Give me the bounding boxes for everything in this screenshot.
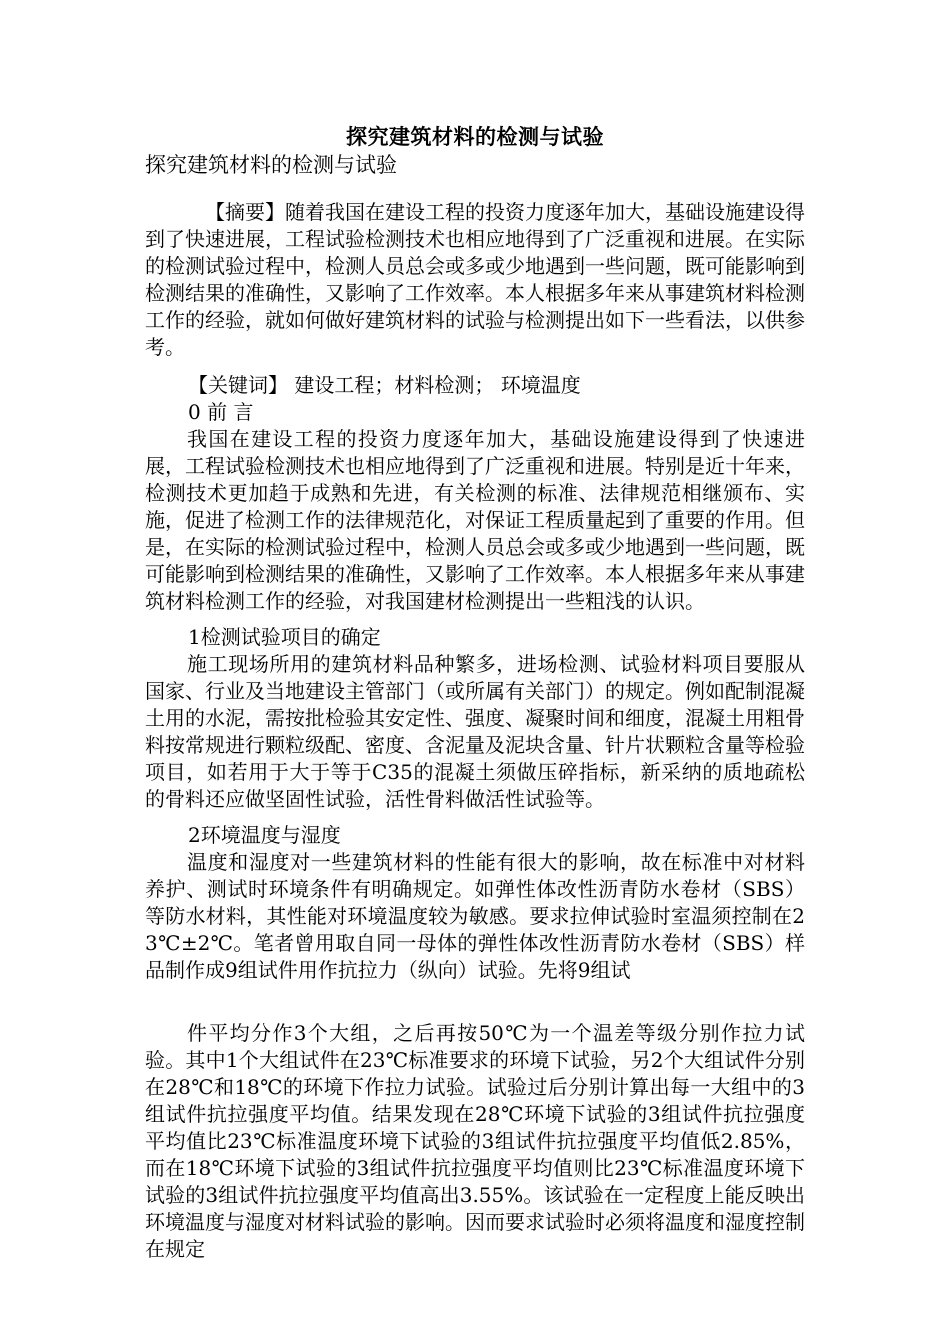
document-subtitle: 探究建筑材料的检测与试验 bbox=[145, 153, 397, 177]
section-2-body-part-2: 件平均分作3个大组，之后再按50℃为一个温差等级分别作拉力试验。其中1个大组试件在23℃标准要求的环境下试验，另2个大组试件分别在28℃和18℃的环境下作拉力试验。试验过后分别计算出每一大组中的3组试件抗拉强度平均值。结果发现在28℃环境下试验的3组试件抗拉强度平均值比23℃标准温度环境下试验的3组试件抗拉强度平均值低2.85%，而在18℃环境下试验的3组试件抗拉强度平均值则比23℃标准温度环境下试验的3组试件抗拉强度平均值高出3.55%。该试验在一定程度上能反映出环境温度与湿度对材料试验的影响。因而要求试验时必须将温度和湿度控制在规定 bbox=[145, 1021, 805, 1261]
section-1-heading: 1检测试验项目的确定 bbox=[188, 625, 381, 649]
section-2-body-part-1: 温度和湿度对一些建筑材料的性能有很大的影响，故在标准中对材料养护、测试时环境条件有明确规定。如弹性体改性沥青防水卷材（SBS）等防水材料，其性能对环境温度较为敏感。要求拉伸试验时室温须控制在23℃±2℃。笔者曾用取自同一母体的弹性体改性沥青防水卷材（SBS）样品制作成9组试件用作抗拉力（纵向）试验。先将9组试 bbox=[145, 850, 805, 982]
section-0-body: 我国在建设工程的投资力度逐年加大，基础设施建设得到了快速进展，工程试验检测技术也相应地得到了广泛重视和进展。特别是近十年来，检测技术更加趋于成熟和先进，有关检测的标准、法律规范相继颁布、实施，促进了检测工作的法律规范化，对保证工程质量起到了重要的作用。但是，在实际的检测试验过程中，检测人员总会或多或少地遇到一些问题，既可能影响到检测结果的准确性，又影响了工作效率。本人根据多年来从事建筑材料检测工作的经验，对我国建材检测提出一些粗浅的认识。 bbox=[145, 427, 805, 613]
keywords-line: 【关键词】 建设工程；材料检测； 环境温度 bbox=[188, 373, 581, 397]
abstract-paragraph: 【摘要】随着我国在建设工程的投资力度逐年加大，基础设施建设得到了快速进展，工程试验检测技术也相应地得到了广泛重视和进展。在实际的检测试验过程中，检测人员总会或多或少地遇到一些问题，既可能影响到检测结果的准确性，又影响了工作效率。本人根据多年来从事建筑材料检测工作的经验，就如何做好建筑材料的试验与检测提出如下一些看法，以供参考。 bbox=[145, 200, 805, 359]
section-1-body: 施工现场所用的建筑材料品种繁多，进场检测、试验材料项目要服从国家、行业及当地建设主管部门（或所属有关部门）的规定。例如配制混凝土用的水泥，需按批检验其安定性、强度、凝聚时间和细度，混凝土用粗骨料按常规进行颗粒级配、密度、含泥量及泥块含量、针片状颗粒含量等检验项目，如若用于大于等于C35的混凝土须做压碎指标，新采纳的质地疏松的骨料还应做坚固性试验，活性骨料做活性试验等。 bbox=[145, 652, 805, 811]
section-2-heading: 2环境温度与湿度 bbox=[188, 823, 341, 847]
section-0-heading: 0 前 言 bbox=[188, 400, 254, 424]
document-title: 探究建筑材料的检测与试验 bbox=[346, 124, 604, 149]
